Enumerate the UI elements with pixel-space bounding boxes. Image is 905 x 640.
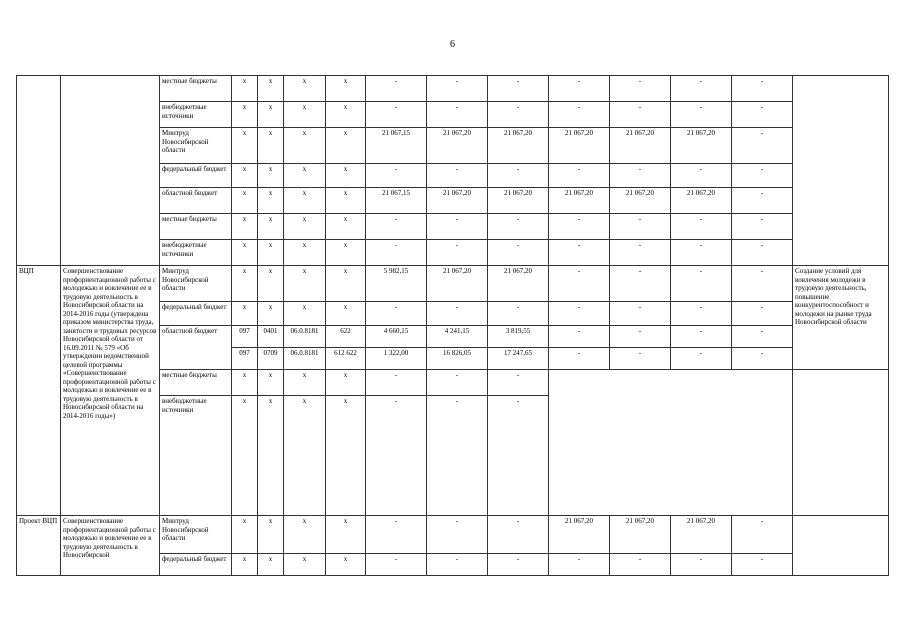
amount-cell: 21 067,20	[671, 188, 732, 214]
amount-cell: 21 067,20	[427, 128, 488, 164]
budget-code-cell: x	[258, 370, 284, 396]
budget-code-cell: 0401	[258, 326, 284, 348]
amount-cell: 21 067,15	[366, 188, 427, 214]
amount-cell: -	[732, 164, 793, 188]
funding-source-cell: Минтруд Новосибирской области	[160, 266, 232, 302]
amount-cell: -	[488, 396, 549, 516]
amount-cell: 17 247,65	[488, 348, 549, 370]
budget-code-cell: x	[258, 164, 284, 188]
amount-cell: 3 819,55	[488, 326, 549, 348]
amount-cell: -	[366, 370, 427, 396]
amount-cell: -	[427, 554, 488, 576]
amount-cell: -	[610, 76, 671, 102]
amount-cell: 4 241,15	[427, 326, 488, 348]
budget-code-cell: x	[284, 302, 326, 326]
amount-cell: -	[366, 76, 427, 102]
amount-cell: -	[671, 302, 732, 326]
budget-code-cell: x	[284, 516, 326, 554]
budget-code-cell: x	[326, 76, 366, 102]
amount-cell: -	[488, 102, 549, 128]
funding-source-cell: местные бюджеты	[160, 214, 232, 240]
amount-cell: -	[427, 302, 488, 326]
funding-source-cell: федеральный бюджет	[160, 302, 232, 326]
budget-code-cell: x	[284, 240, 326, 266]
amount-cell: -	[427, 102, 488, 128]
budget-code-cell: x	[258, 266, 284, 302]
budget-code-cell: x	[258, 128, 284, 164]
budget-code-cell: x	[284, 554, 326, 576]
amount-cell: -	[671, 214, 732, 240]
amount-cell: -	[732, 240, 793, 266]
name-cell	[61, 76, 160, 266]
budget-code-cell: x	[326, 214, 366, 240]
amount-cell: -	[610, 302, 671, 326]
budget-code-cell: x	[232, 370, 258, 396]
amount-cell: -	[610, 554, 671, 576]
amount-cell: -	[610, 266, 671, 302]
funding-source-cell: внебюджетные источники	[160, 396, 232, 516]
budget-code-cell: x	[232, 396, 258, 516]
budget-code-cell: x	[326, 102, 366, 128]
amount-cell: -	[427, 214, 488, 240]
budget-code-cell: x	[326, 554, 366, 576]
project-result-cell	[793, 516, 889, 576]
amount-cell: -	[671, 266, 732, 302]
amount-cell: -	[549, 76, 610, 102]
budget-code-cell: 097	[232, 326, 258, 348]
budget-code-cell: x	[326, 302, 366, 326]
budget-code-cell: 06.0.8181	[284, 326, 326, 348]
page-number: 6	[450, 39, 455, 50]
project-name-cell: Совершенствование профориентационной работы с молодежью и вовлечение ее в трудовую деятельность в Новосибирской	[61, 516, 160, 576]
amount-cell: -	[427, 240, 488, 266]
amount-cell: -	[732, 302, 793, 326]
amount-cell: -	[366, 102, 427, 128]
amount-cell: -	[366, 396, 427, 516]
amount-cell: -	[488, 240, 549, 266]
amount-cell: -	[732, 188, 793, 214]
budget-code-cell: 622	[326, 326, 366, 348]
funding-source-cell: местные бюджеты	[160, 370, 232, 396]
result-cell	[793, 76, 889, 266]
amount-cell: -	[549, 554, 610, 576]
amount-cell: -	[671, 102, 732, 128]
amount-cell: -	[488, 302, 549, 326]
amount-cell: 16 826,05	[427, 348, 488, 370]
budget-code-cell: x	[232, 102, 258, 128]
amount-cell: -	[671, 554, 732, 576]
budget-code-cell: x	[232, 302, 258, 326]
amount-cell: 21 067,20	[488, 188, 549, 214]
budget-code-cell: x	[326, 266, 366, 302]
amount-cell: -	[732, 516, 793, 554]
amount-cell: -	[549, 240, 610, 266]
budget-code-cell: x	[232, 128, 258, 164]
amount-cell: 21 067,20	[549, 128, 610, 164]
table-row	[17, 76, 889, 102]
budget-code-cell: x	[258, 516, 284, 554]
budget-code-cell: x	[284, 266, 326, 302]
amount-cell: 5 982,15	[366, 266, 427, 302]
budget-code-cell: x	[326, 516, 366, 554]
budget-code-cell: x	[326, 240, 366, 266]
amount-cell: 21 067,20	[427, 266, 488, 302]
amount-cell: -	[732, 326, 793, 348]
budget-code-cell: x	[232, 266, 258, 302]
amount-cell: -	[610, 214, 671, 240]
funding-source-cell: внебюджетные источники	[160, 240, 232, 266]
budget-code-cell: x	[326, 128, 366, 164]
amount-cell: -	[549, 266, 610, 302]
amount-cell: -	[671, 240, 732, 266]
amount-cell: -	[366, 164, 427, 188]
amount-cell: -	[671, 326, 732, 348]
budget-code-cell: x	[284, 164, 326, 188]
amount-cell: -	[427, 76, 488, 102]
amount-cell: -	[671, 164, 732, 188]
amount-cell: -	[427, 370, 488, 396]
budget-code-cell: x	[258, 396, 284, 516]
amount-cell: -	[732, 266, 793, 302]
amount-cell: -	[732, 214, 793, 240]
amount-cell: 21 067,20	[549, 516, 610, 554]
budget-code-cell: x	[284, 102, 326, 128]
amount-cell: -	[610, 326, 671, 348]
amount-cell: 21 067,20	[488, 266, 549, 302]
amount-cell: 21 067,20	[427, 188, 488, 214]
amount-cell: -	[732, 348, 793, 370]
budget-code-cell: x	[232, 188, 258, 214]
budget-code-cell: x	[258, 76, 284, 102]
budget-code-cell: x	[258, 188, 284, 214]
budget-code-cell: x	[232, 516, 258, 554]
project-code-cell: Проект ВЦП	[17, 516, 61, 576]
amount-cell: 4 660,15	[366, 326, 427, 348]
amount-cell: -	[671, 76, 732, 102]
amount-cell: -	[610, 240, 671, 266]
amount-cell: -	[488, 516, 549, 554]
budget-code-cell: x	[284, 188, 326, 214]
empty-block	[549, 370, 793, 516]
amount-cell: 21 067,20	[549, 188, 610, 214]
amount-cell: -	[549, 164, 610, 188]
budget-code-cell: x	[284, 396, 326, 516]
budget-code-cell: 612 622	[326, 348, 366, 370]
amount-cell: 21 067,20	[610, 128, 671, 164]
funding-table	[16, 75, 889, 576]
budget-code-cell: x	[258, 102, 284, 128]
amount-cell: -	[366, 214, 427, 240]
funding-source-cell: внебюджетные источники	[160, 102, 232, 128]
budget-code-cell: x	[232, 164, 258, 188]
amount-cell: -	[732, 128, 793, 164]
amount-cell: -	[671, 348, 732, 370]
amount-cell: -	[366, 240, 427, 266]
budget-code-cell: x	[232, 76, 258, 102]
expected-result-cell: Создание условий для вовлечения молодежи в трудовую деятельность, повышение конкурентоспособност и молодежи на рынке труда Новосибирской области	[793, 266, 889, 370]
amount-cell: -	[610, 102, 671, 128]
budget-code-cell: x	[232, 214, 258, 240]
table-row	[17, 516, 889, 554]
amount-cell: -	[732, 102, 793, 128]
budget-code-cell: x	[258, 240, 284, 266]
budget-code-cell: 097	[232, 348, 258, 370]
budget-code-cell: x	[232, 554, 258, 576]
budget-code-cell: x	[284, 128, 326, 164]
amount-cell: 21 067,20	[610, 516, 671, 554]
amount-cell: -	[366, 554, 427, 576]
funding-source-cell: областной бюджет	[160, 326, 232, 370]
amount-cell: -	[427, 396, 488, 516]
amount-cell: -	[366, 516, 427, 554]
budget-code-cell: x	[258, 302, 284, 326]
amount-cell: -	[488, 164, 549, 188]
funding-source-cell: областной бюджет	[160, 188, 232, 214]
funding-source-cell: федеральный бюджет	[160, 554, 232, 576]
budget-code-cell: x	[232, 240, 258, 266]
code-cell	[17, 76, 61, 266]
amount-cell: -	[549, 102, 610, 128]
amount-cell: -	[549, 348, 610, 370]
amount-cell: 21 067,15	[366, 128, 427, 164]
funding-source-cell: Минтруд Новосибирской области	[160, 128, 232, 164]
amount-cell: 21 067,20	[671, 516, 732, 554]
amount-cell: -	[610, 348, 671, 370]
amount-cell: -	[488, 370, 549, 396]
amount-cell: -	[488, 76, 549, 102]
budget-code-cell: x	[326, 396, 366, 516]
amount-cell: -	[549, 326, 610, 348]
amount-cell: 21 067,20	[488, 128, 549, 164]
amount-cell: -	[549, 302, 610, 326]
budget-code-cell: x	[284, 214, 326, 240]
budget-code-cell: x	[326, 188, 366, 214]
amount-cell: -	[488, 214, 549, 240]
result-empty-cell	[793, 370, 889, 516]
budget-code-cell: x	[326, 164, 366, 188]
amount-cell: -	[366, 302, 427, 326]
table-row	[17, 266, 889, 302]
program-code-cell: ВЦП	[17, 266, 61, 516]
amount-cell: 1 322,00	[366, 348, 427, 370]
funding-source-cell: местные бюджеты	[160, 76, 232, 102]
amount-cell: -	[732, 554, 793, 576]
amount-cell: -	[488, 554, 549, 576]
funding-source-cell: Минтруд Новосибирской области	[160, 516, 232, 554]
budget-code-cell: 06.0.8181	[284, 348, 326, 370]
budget-code-cell: x	[284, 370, 326, 396]
budget-code-cell: x	[326, 370, 366, 396]
amount-cell: -	[427, 516, 488, 554]
budget-code-cell: x	[258, 214, 284, 240]
amount-cell: -	[732, 76, 793, 102]
amount-cell: 21 067,20	[671, 128, 732, 164]
budget-code-cell: 0709	[258, 348, 284, 370]
amount-cell: -	[549, 214, 610, 240]
amount-cell: -	[610, 164, 671, 188]
amount-cell: 21 067,20	[610, 188, 671, 214]
amount-cell: -	[427, 164, 488, 188]
budget-code-cell: x	[258, 554, 284, 576]
funding-source-cell: федеральный бюджет	[160, 164, 232, 188]
budget-code-cell: x	[284, 76, 326, 102]
program-name-cell: Совершенствование профориентационной работы с молодежью и вовлечение ее в трудовую деятельность в Новосибирской области на 2014-2016 годы (утверждена приказом министерства труда, занятости и трудовых ресурсов Новосибирской области от 16.09.2011 № 579 «Об утверждении ведомственной целевой программы «Совершенствование профориентационной работы с молодежью и вовлечение ее в трудовую деятельность в Новосибирской области на 2014-2016 годы»)	[61, 266, 160, 516]
